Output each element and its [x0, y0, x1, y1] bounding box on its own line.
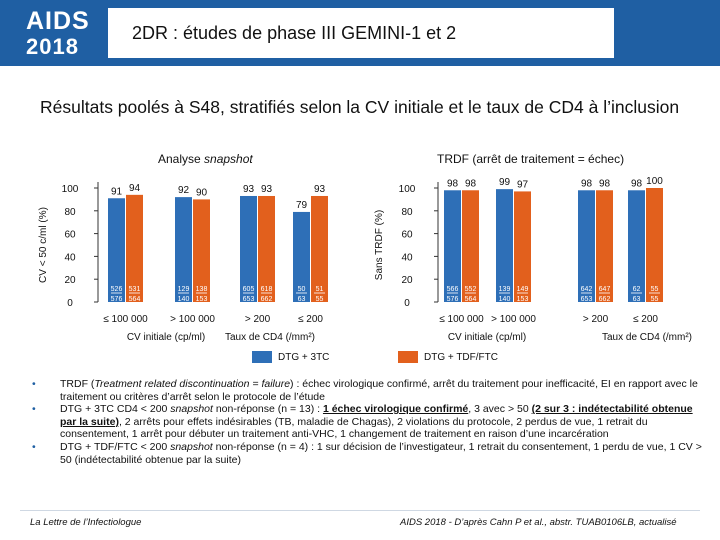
footnote-text: snapshot	[170, 440, 213, 453]
bar-value-label: 98	[630, 178, 643, 190]
bar-n-label: 51	[315, 286, 324, 293]
slide-title: 2DR : études de phase III GEMINI-1 et 2	[132, 22, 457, 43]
bar-n-label: 526	[110, 286, 123, 293]
x-category-label: > 200	[244, 314, 271, 325]
bullet-icon: •	[32, 440, 36, 453]
bar-value-label: 98	[598, 178, 611, 190]
bar	[646, 188, 663, 302]
bar-n-label: 50	[297, 286, 306, 293]
bar-n-label: 552	[464, 286, 477, 293]
footnote-item	[26, 378, 706, 403]
logo-line-1: AIDS	[26, 7, 90, 35]
y-tick-label: 60	[401, 229, 413, 241]
footnote-text: DTG + TDF/FTC < 200	[60, 440, 171, 453]
y-tick-label: 80	[401, 206, 413, 218]
footnotes	[26, 378, 706, 466]
footer-divider	[20, 510, 700, 511]
bar-value-label: 94	[128, 182, 141, 194]
bar-value-label: 93	[242, 183, 255, 195]
bar-value-label: 98	[446, 178, 459, 190]
logo-line-2: 2018	[26, 34, 79, 59]
bar-value-label: 79	[295, 199, 308, 211]
bar-N-label: 662	[260, 296, 273, 303]
bar-n-label: 138	[195, 286, 208, 293]
footnote-text: Treatment related discontinuation = failure	[94, 378, 291, 390]
bar-N-label: 140	[498, 296, 511, 303]
bar-N-label: 63	[297, 296, 306, 303]
bullet-icon: •	[32, 403, 36, 416]
bar-value-label: 93	[260, 183, 273, 195]
footer-source: AIDS 2018 - D’après Cahn P et al., abstr. TUAB0106LB, actualisé	[400, 517, 677, 528]
footnote-text: ) : échec virologique confirmé, arrêt du traitement pour inefficacité, EI en rapport avec le traitement ou critères d’arrêt selon le protocole de l’étude	[60, 378, 698, 403]
bar-n-label: 129	[177, 286, 190, 293]
y-tick-label: 40	[64, 252, 76, 264]
legend-swatch-dtg3tc	[252, 351, 272, 363]
legend-dtg3tc	[252, 351, 329, 363]
bar-N-label: 653	[580, 296, 593, 303]
x-group-label: CV initiale (cp/ml)	[447, 332, 527, 343]
bar-N-label: 153	[195, 296, 208, 303]
bar-N-label: 63	[632, 296, 641, 303]
bar-value-label: 99	[498, 177, 511, 189]
bar-N-label: 576	[446, 296, 459, 303]
bar-value-label: 92	[177, 185, 190, 197]
x-group-label: CV initiale (cp/ml)	[126, 332, 206, 343]
footnote-text: , 2 arrêts pour effets indésirables (TB, maladie de Chagas), 2 violations du protocole, 2 perdus de vue, 1 retrait du consentement, 1 arrêt pour débuter un traitement anti-VHC, 1 changement de traitement en raison d’une incarcération	[60, 415, 648, 441]
chart-1-title-main: Analyse	[158, 152, 205, 166]
bar-N-label: 55	[650, 296, 659, 303]
bar-value-label: 98	[464, 178, 477, 190]
y-tick-label: 100	[61, 184, 79, 195]
slide-subtitle: Résultats poolés à S48, stratifiés selon la CV initiale et le taux de CD4 à l’inclusion	[40, 97, 680, 117]
chart-1-title-italic: snapshot	[204, 152, 253, 166]
bar-value-label: 90	[195, 187, 208, 199]
bar-value-label: 98	[580, 178, 593, 190]
y-tick-label: 100	[398, 184, 416, 195]
y-tick-label: 40	[401, 252, 413, 264]
x-category-label: > 100 000	[491, 314, 536, 325]
x-category-label: ≤ 100 000	[103, 314, 148, 325]
y-tick-label: 80	[64, 206, 76, 218]
y-tick-label: 20	[401, 275, 413, 287]
footnote-text: non-réponse (n = 13) :	[212, 403, 323, 416]
bar-n-label: 647	[598, 286, 611, 293]
legend-label-dtg3tc: DTG + 3TC	[278, 351, 330, 363]
footnote-text: DTG + 3TC CD4 < 200	[60, 403, 171, 416]
x-category-label: > 100 000	[170, 314, 215, 325]
footnote-text: (2 sur 3 : indétectabilité obtenue par la suite)	[60, 403, 693, 428]
footnote-item	[26, 403, 706, 441]
bar-N-label: 140	[177, 296, 190, 303]
x-category-label: ≤ 100 000	[439, 314, 484, 325]
y-tick-label: 20	[64, 275, 76, 287]
bar-N-label: 55	[315, 296, 324, 303]
footnote-text: , 3 avec > 50	[468, 403, 532, 416]
footnote-text: TRDF (	[60, 378, 95, 390]
bar-n-label: 618	[260, 286, 273, 293]
footnote-text: 1 échec virologique confirmé	[322, 403, 469, 416]
bar-n-label: 605	[242, 286, 255, 293]
bar-n-label: 531	[128, 286, 141, 293]
y-axis-title: Sans TRDF (%)	[374, 209, 385, 281]
bar-N-label: 564	[128, 296, 141, 303]
bar-n-label: 149	[516, 286, 529, 293]
bar-value-label: 91	[110, 186, 123, 198]
x-category-label: ≤ 200	[633, 314, 658, 325]
footer-journal: La Lettre de l’Infectiologue	[30, 517, 142, 528]
bar-n-label: 139	[498, 286, 511, 293]
y-tick-label: 60	[64, 229, 76, 241]
footnote-text: non-réponse (n = 4) : 1 sur décision de l’investigateur, 1 retrait du consentement, 1 perdu de vue, 1 CV > 50 (indétectabilité obtenue par la suite)	[60, 440, 702, 466]
bar-n-label: 55	[650, 286, 659, 293]
bar-n-label: 62	[632, 286, 641, 293]
bar-N-label: 653	[242, 296, 255, 303]
x-group-label: Taux de CD4 (/mm²)	[224, 332, 316, 343]
bar-N-label: 564	[464, 296, 477, 303]
bar-N-label: 153	[516, 296, 529, 303]
bar-value-label: 97	[516, 179, 529, 191]
bar-N-label: 662	[598, 296, 611, 303]
y-tick-label: 0	[67, 298, 73, 309]
bar-value-label: 100	[646, 176, 663, 187]
legend-dtgtdf	[398, 351, 498, 363]
bar-N-label: 576	[110, 296, 123, 303]
bullet-icon: •	[32, 378, 36, 390]
bar-n-label: 566	[446, 286, 459, 293]
legend-label-dtgtdf: DTG + TDF/FTC	[424, 351, 498, 363]
y-tick-label: 0	[404, 298, 410, 309]
x-group-label: Taux de CD4 (/mm²)	[601, 332, 693, 343]
footnote-text: snapshot	[170, 403, 213, 416]
footnote-item	[26, 441, 706, 466]
legend-swatch-dtgtdf	[398, 351, 418, 363]
x-category-label: ≤ 200	[298, 314, 323, 325]
bar-value-label: 93	[313, 183, 326, 195]
bar-n-label: 642	[580, 286, 593, 293]
chart-2-title: TRDF (arrêt de traitement = échec)	[437, 152, 625, 166]
y-axis-title: CV < 50 c/ml (%)	[38, 207, 49, 283]
x-category-label: > 200	[582, 314, 609, 325]
